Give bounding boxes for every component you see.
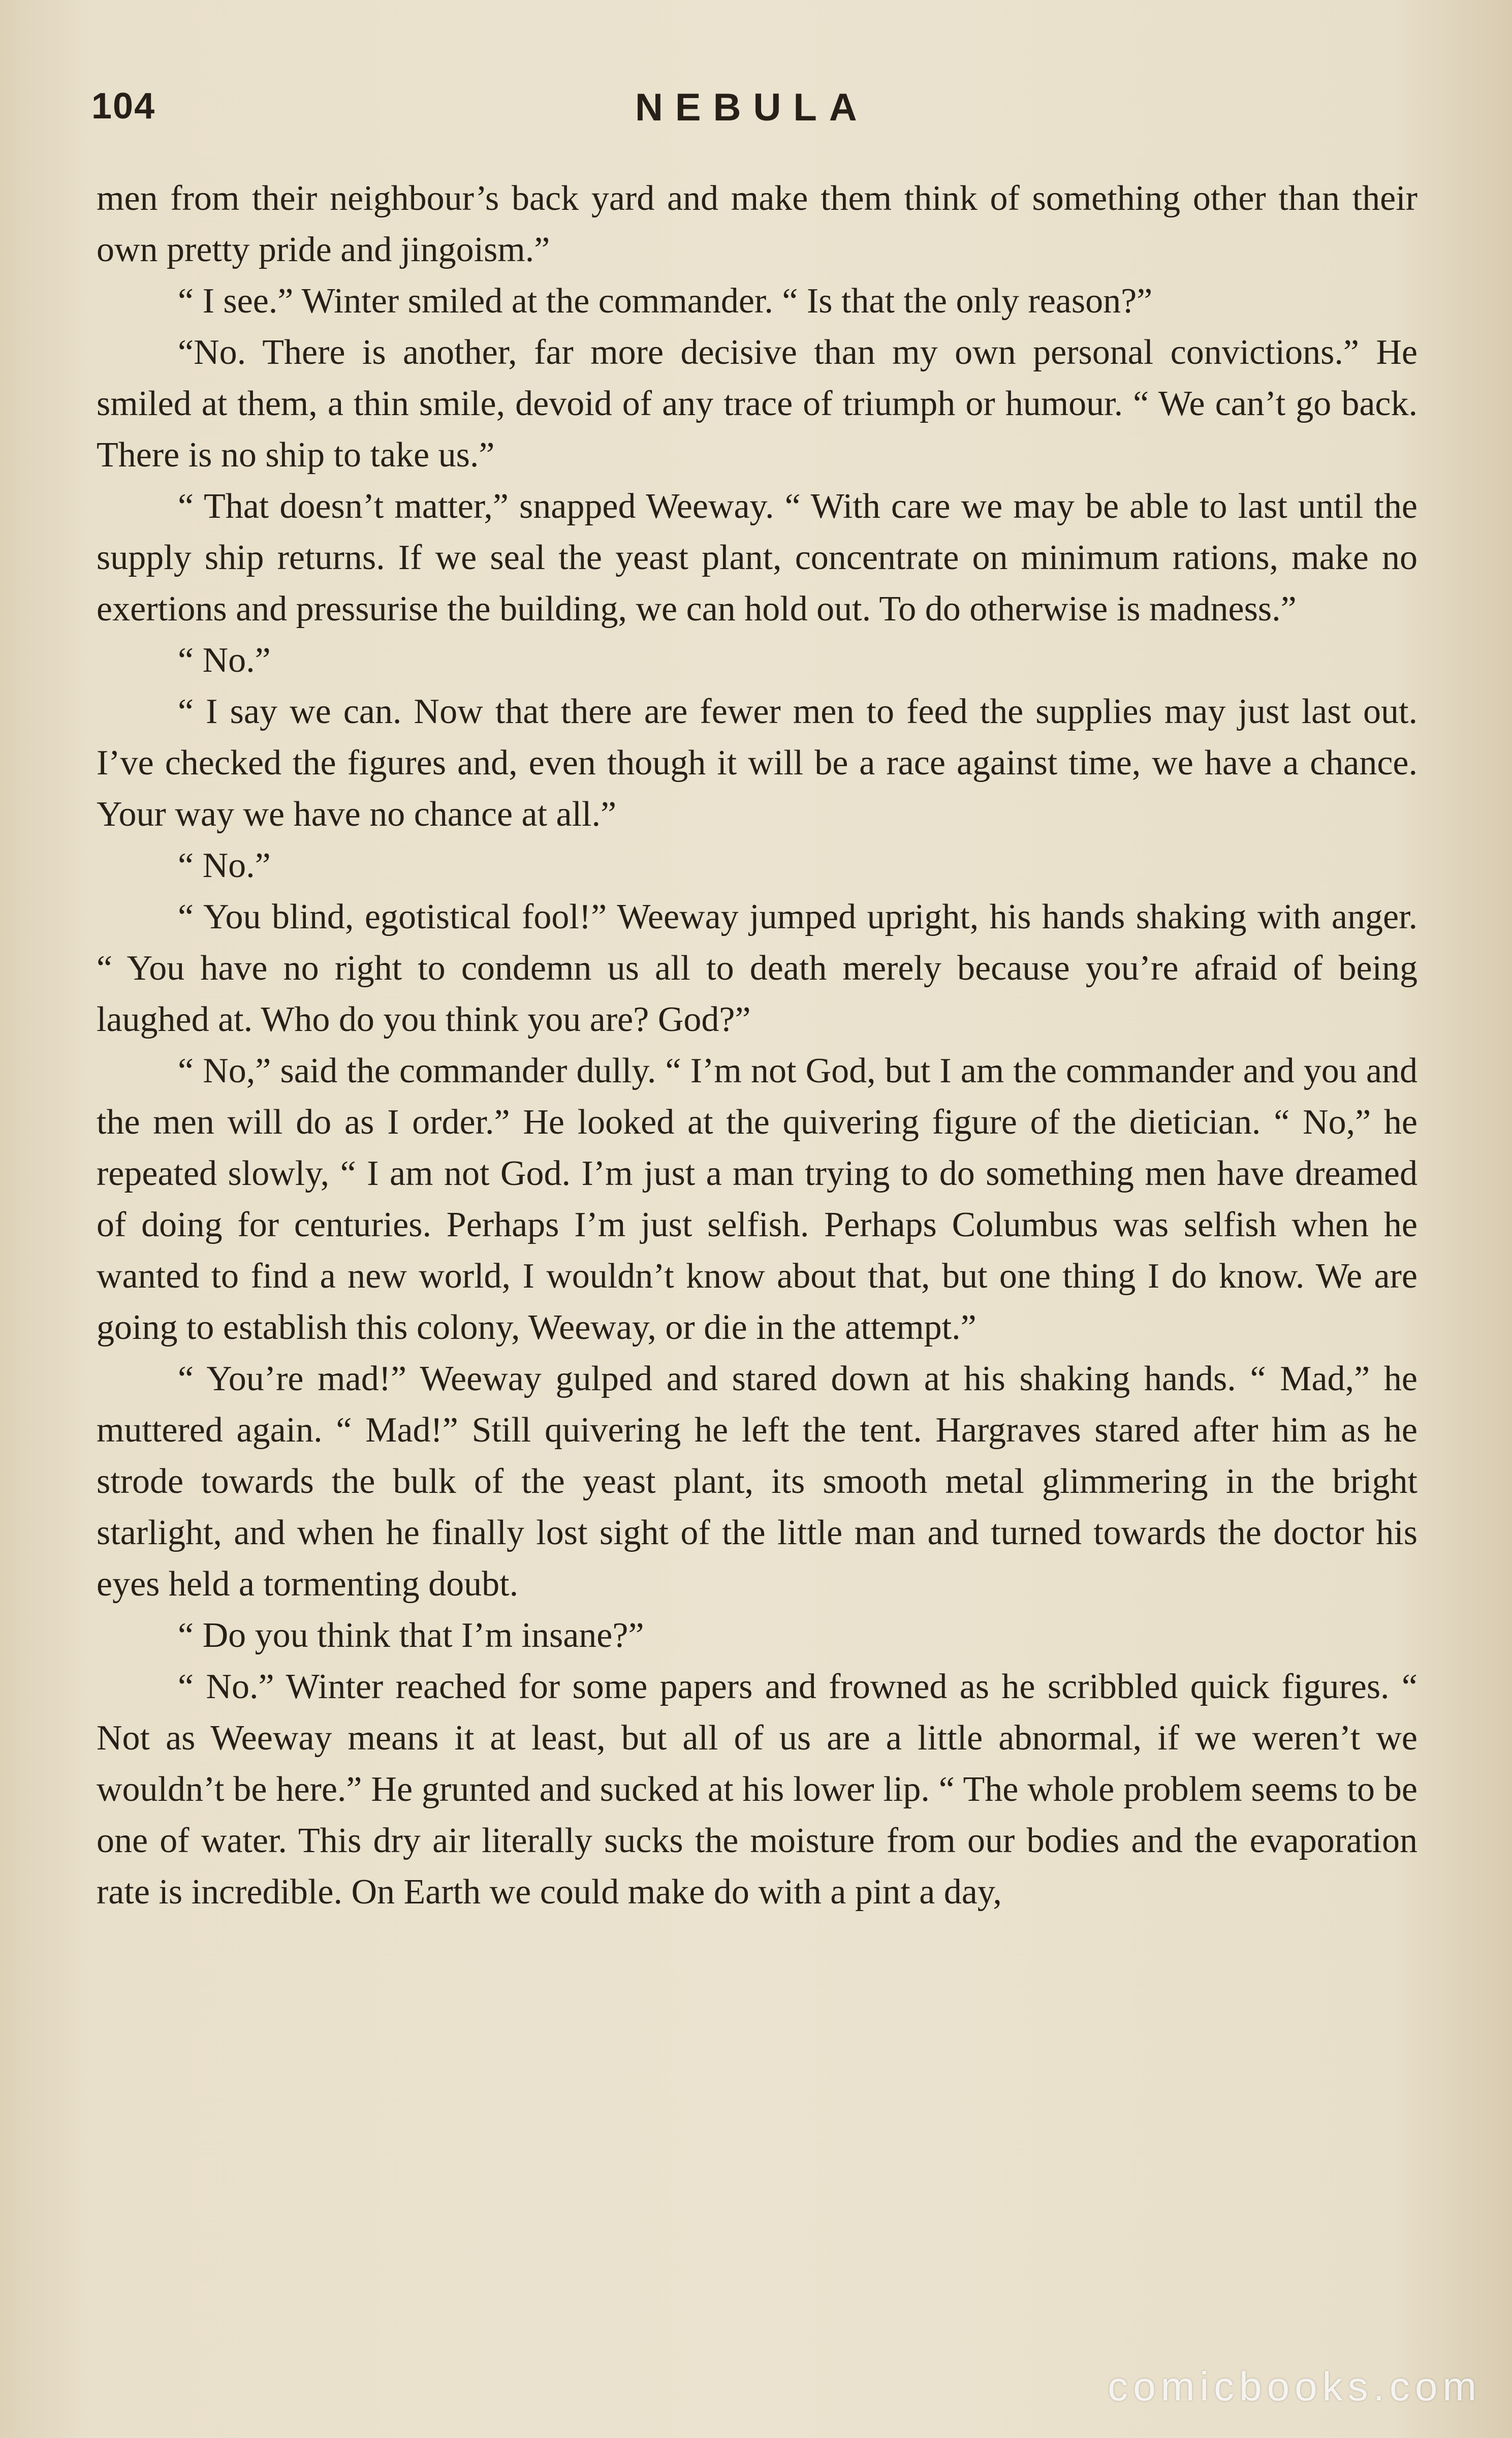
paragraph: “ No.”	[178, 846, 271, 885]
paragraph: “ You’re mad!” Weeway gulped and stared down at his shaking hands. “ Mad,” he muttered again. “ Mad!” Still quivering he left the tent. Hargraves stared after him as he strode towards the bulk of the yeast plant, its smooth metal glimmering in the bright starlight, and when he finally lost sight of the little man and turned towards the doctor his eyes held a tormenting doubt.	[97, 1359, 1418, 1604]
paragraph: “No. There is another, far more decisive than my own personal convictions.” He smiled at them, a thin smile, devoid of any trace of triumph or humour. “ We can’t go back. There is no ship to take us.”	[97, 333, 1418, 475]
paragraph: “ I see.” Winter smiled at the commander. “ Is that the only reason?”	[178, 282, 1153, 321]
paragraph: “ I say we can. Now that there are fewer men to feed the supplies may just last out. I’ve checked the figures and, even though it will be a race against time, we have a chance. Your way we have no chance at all.”	[97, 692, 1418, 834]
body-text	[97, 173, 1418, 1918]
page-header	[91, 76, 1423, 142]
page-number: 104	[91, 86, 156, 127]
watermark: comicbooks.com	[1108, 2364, 1482, 2409]
paragraph: “ You blind, egotistical fool!” Weeway jumped upright, his hands shaking with anger. “ You have no right to condemn us all to death merely because you’re afraid of being laughed at. Who do you think you are? God?”	[97, 897, 1418, 1039]
paragraph: men from their neighbour’s back yard and make them think of something other than their own pretty pride and jingoism.”	[97, 179, 1418, 269]
paragraph: “ Do you think that I’m insane?”	[178, 1616, 644, 1655]
running-title: NEBULA	[635, 86, 869, 129]
paragraph: “ No.”	[178, 641, 271, 680]
paragraph: “ No.” Winter reached for some papers and frowned as he scribbled quick figures. “ Not as Weeway means it at least, but all of us are a little abnormal, if we weren’t we wouldn’t be here.” He grunted and sucked at his lower lip. “ The whole problem seems to be one of water. This dry air literally sucks the moisture from our bodies and the evaporation rate is incredible. On Earth we could make do with a pint a day,	[97, 1667, 1418, 1912]
paragraph: “ No,” said the commander dully. “ I’m not God, but I am the commander and you and the men will do as I order.” He looked at the quivering figure of the dietician. “ No,” he repeated slowly, “ I am not God. I’m just a man trying to do something men have dreamed of doing for centuries. Perhaps I’m just selfish. Perhaps Columbus was selfish when he wanted to find a new world, I wouldn’t know about that, but one thing I do know. We are going to establish this colony, Weeway, or die in the attempt.”	[97, 1051, 1418, 1347]
paragraph: “ That doesn’t matter,” snapped Weeway. “ With care we may be able to last until the supply ship returns. If we seal the yeast plant, concentrate on minimum rations, make no exertions and pressurise the building, we can hold out. To do otherwise is madness.”	[97, 487, 1418, 629]
